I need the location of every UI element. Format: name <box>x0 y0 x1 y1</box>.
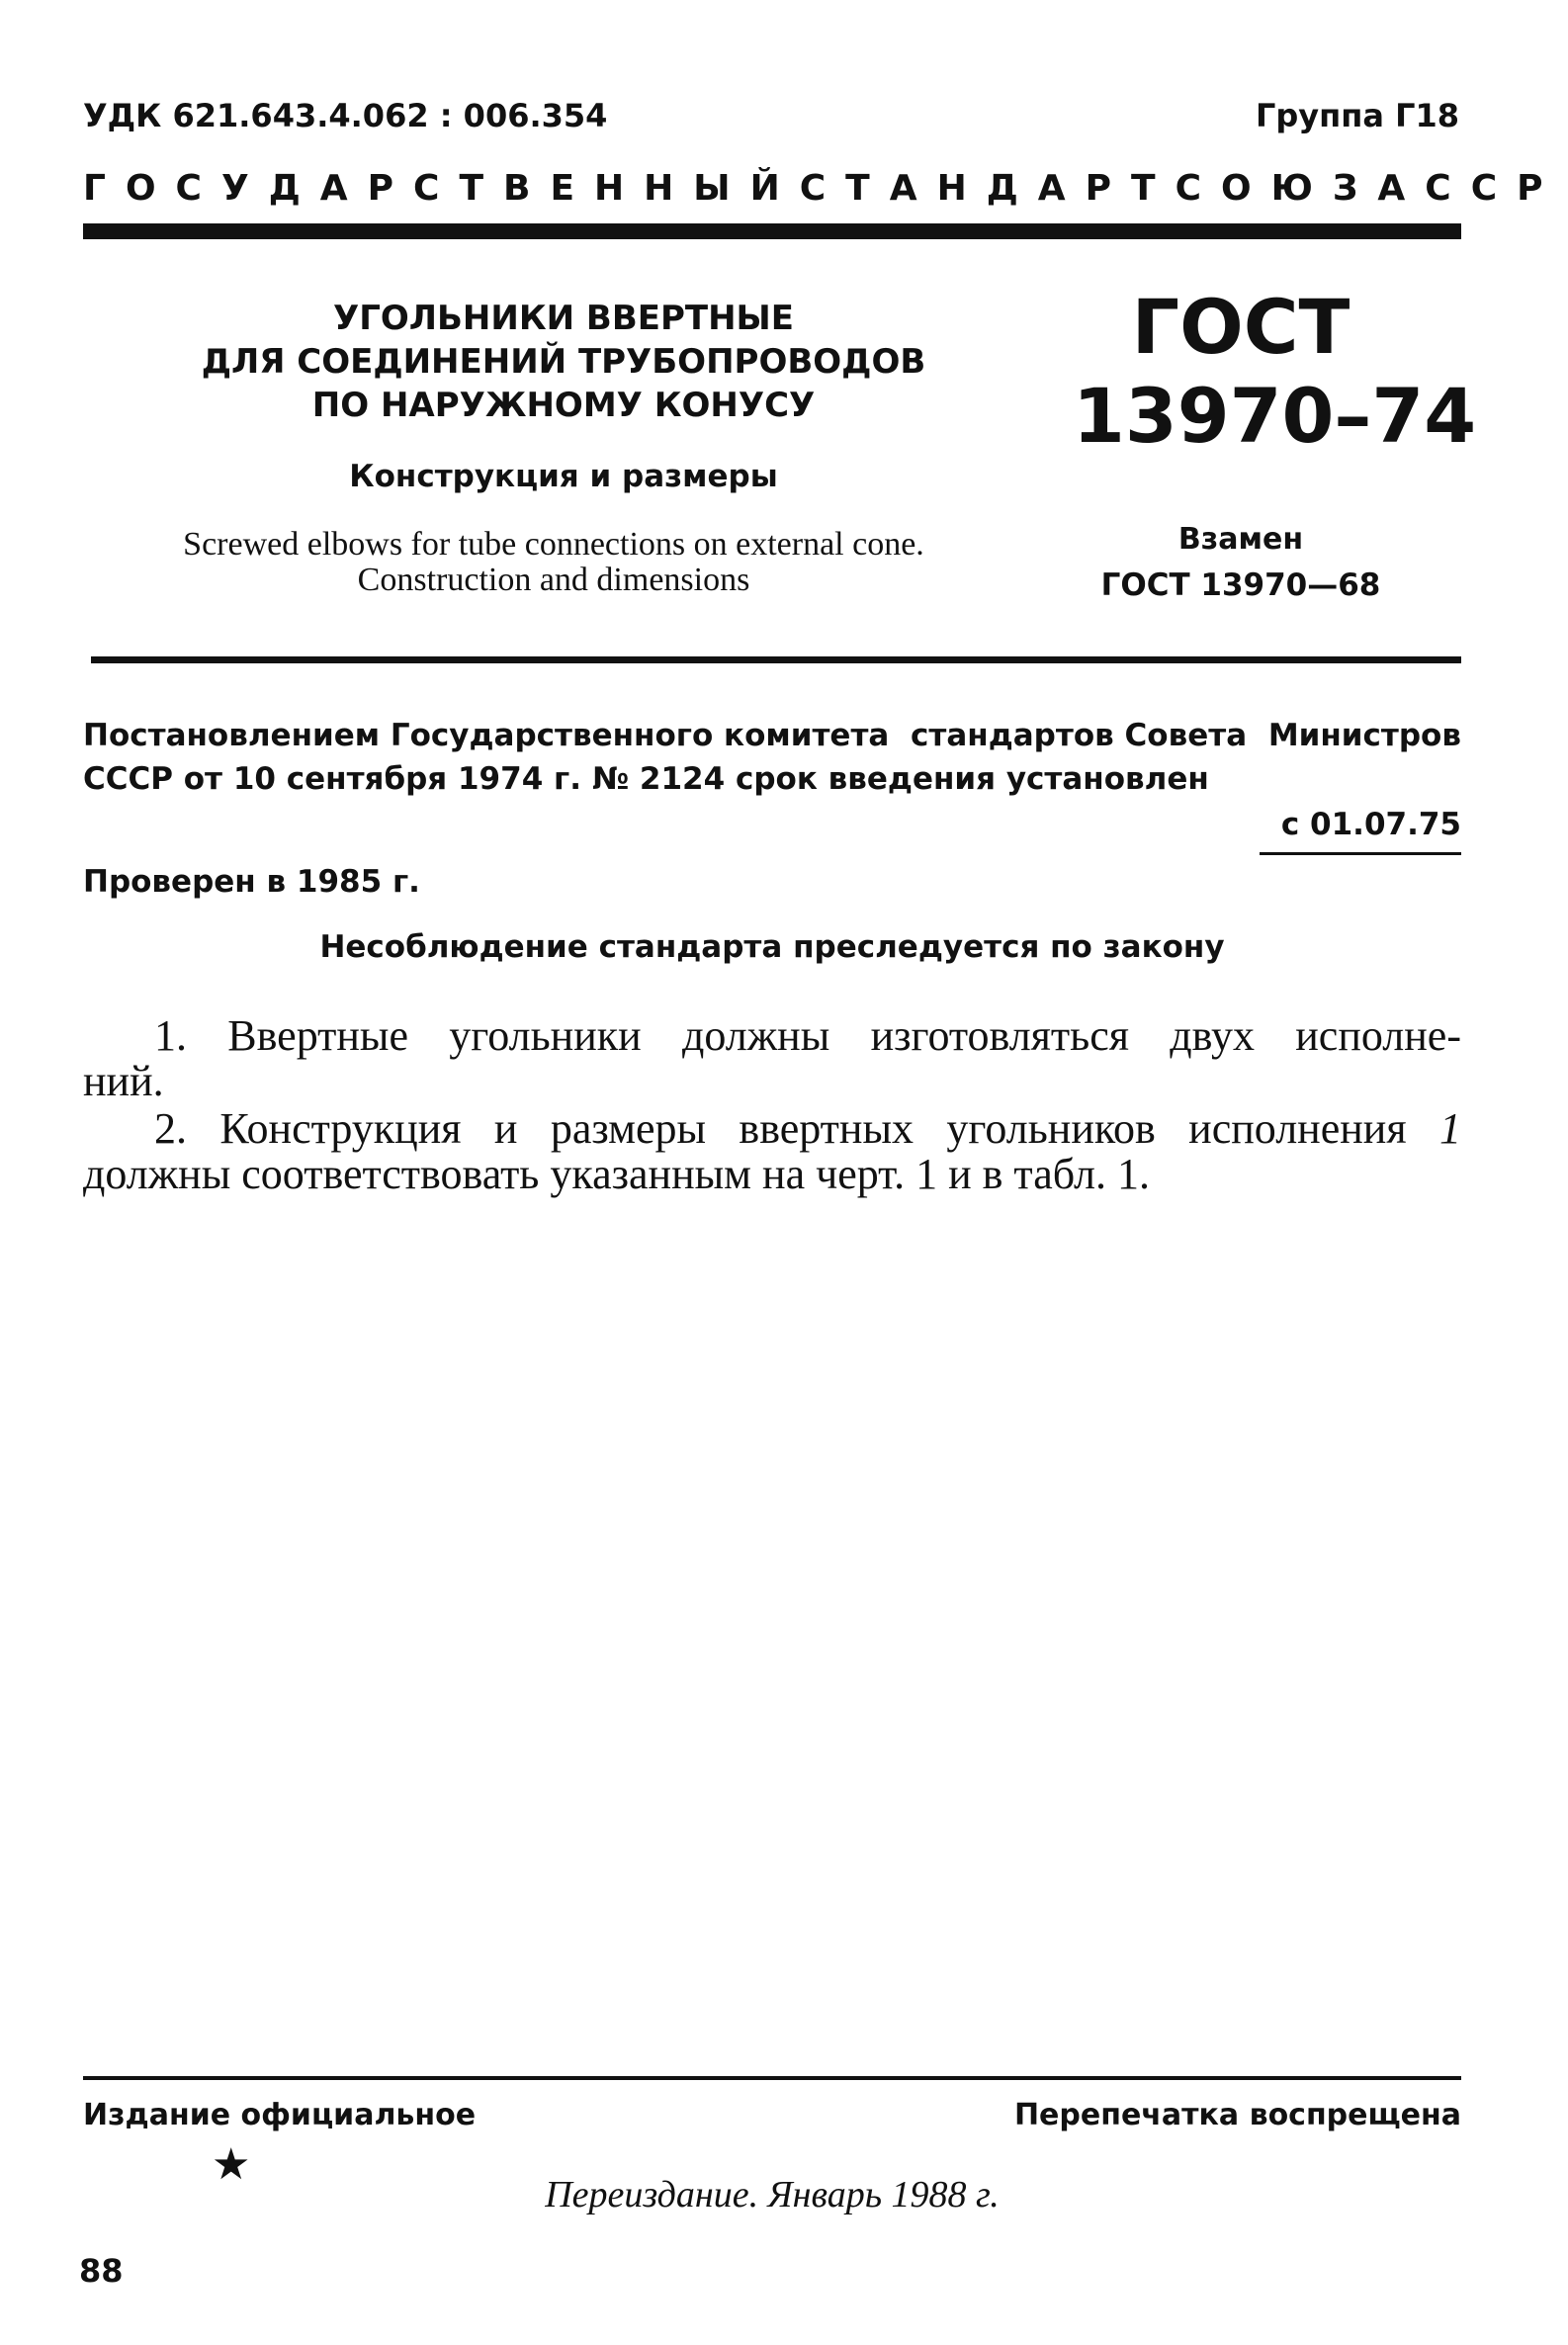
paragraph-2-line: должны соответствовать указанным на черт. 1 и в табл. 1. <box>83 1150 1150 1198</box>
checked-note: Проверен в 1985 г. <box>83 864 420 900</box>
paragraph-2-line <box>154 1103 1461 1154</box>
decree-line <box>83 718 1461 753</box>
group-code: Группа Г18 <box>1255 97 1459 134</box>
law-notice: Несоблюдение стандарта преследуется по закону <box>319 929 1225 965</box>
word: размеры <box>550 1104 707 1153</box>
word: исполне- <box>1295 1011 1461 1060</box>
udk-code: УДК 621.643.4.062 : 006.354 <box>83 97 608 134</box>
replaces-value: ГОСТ 13970—68 <box>1100 567 1381 603</box>
word: 2. <box>154 1104 187 1153</box>
document-title-line: УГОЛЬНИКИ ВВЕРТНЫЕ <box>332 299 794 338</box>
word: 1 <box>1438 1104 1461 1153</box>
word: должны <box>682 1011 830 1060</box>
replaces-label: Взамен <box>1177 522 1304 557</box>
effective-date: с 01.07.75 <box>1280 807 1461 842</box>
word: угольники <box>449 1011 642 1060</box>
banner-word: СОЮЗА <box>1175 168 1426 209</box>
gost-number: 13970–74 <box>1073 372 1477 460</box>
section-rule <box>91 656 1461 663</box>
paragraph-1-line <box>154 1010 1461 1061</box>
word: 1. <box>154 1011 187 1060</box>
document-subtitle: Конструкция и размеры <box>349 459 778 494</box>
english-title-line: Screwed elbows for tube connections on external cone. <box>183 526 924 563</box>
decree-segment: Министров <box>1267 718 1461 753</box>
banner-word: СТАНДАРТ <box>799 168 1176 209</box>
state-standard-banner <box>83 168 1563 209</box>
reissue-note: Переиздание. Январь 1988 г. <box>545 2174 1000 2215</box>
english-title-line: Construction and dimensions <box>357 562 750 598</box>
footer-rule <box>83 2076 1461 2080</box>
document-title-line: ПО НАРУЖНОМУ КОНУСУ <box>311 386 816 425</box>
edition-note: Издание официальное <box>83 2098 477 2132</box>
star-icon: ★ <box>212 2139 251 2190</box>
word: Конструкция <box>219 1104 462 1153</box>
banner-word: ССР <box>1425 168 1563 209</box>
word: изготовляться <box>870 1011 1129 1060</box>
top-rule <box>83 223 1461 239</box>
decree-segment: стандартов Совета <box>911 718 1248 753</box>
document-title-line: ДЛЯ СОЕДИНЕНИЙ ТРУБОПРОВОДОВ <box>201 342 926 382</box>
paragraph-1-line: ний. <box>83 1057 164 1105</box>
word: Ввертные <box>227 1011 408 1060</box>
word: и <box>493 1104 518 1153</box>
word: угольников <box>946 1104 1156 1153</box>
date-underline <box>1260 852 1461 855</box>
word: ввертных <box>739 1104 915 1153</box>
decree-segment: Постановлением Государственного комитета <box>83 718 890 753</box>
reprint-notice: Перепечатка воспрещена <box>1013 2098 1461 2132</box>
gost-label: ГОСТ <box>1131 283 1350 371</box>
decree-line: СССР от 10 сентября 1974 г. № 2124 срок введения установлен <box>83 761 1209 797</box>
page-number: 88 <box>79 2252 124 2290</box>
word: исполнения <box>1188 1104 1407 1153</box>
banner-word: ГОСУДАРСТВЕННЫЙ <box>83 168 800 209</box>
word: двух <box>1170 1011 1255 1060</box>
